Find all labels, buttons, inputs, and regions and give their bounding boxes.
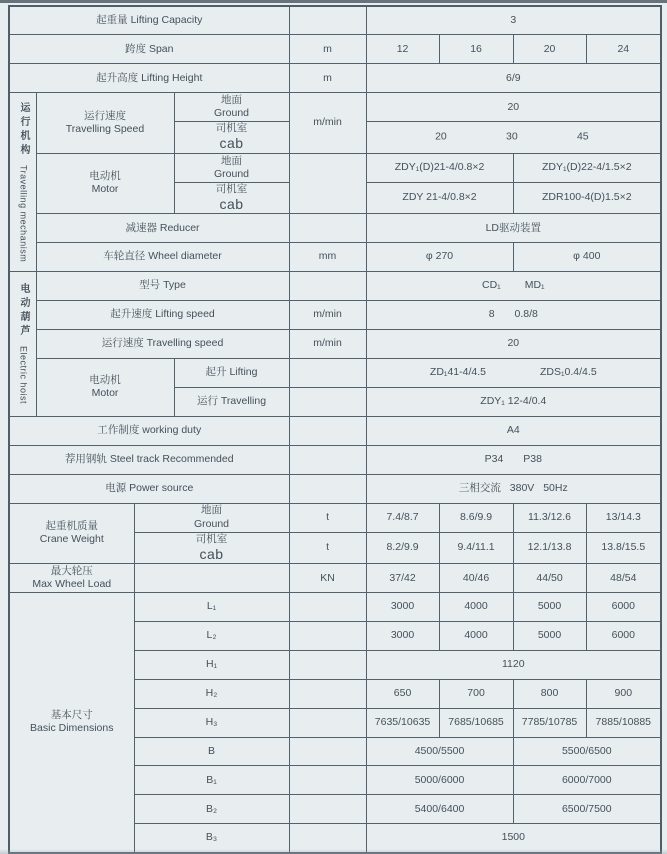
group-electric-hoist-zh: 电动葫芦 — [18, 283, 29, 340]
hoist-motor-travelling-sublabel: 运行 Travelling — [174, 388, 289, 417]
travelling-motor-cab-value-2: ZDR100-4(D)1.5×2 — [513, 182, 661, 214]
dim-b2-sublabel: B₂ — [134, 795, 289, 824]
crane-weight-label-zh: 起重机质量 — [45, 520, 98, 533]
max-wheel-load-label-zh: 最大轮压 — [50, 564, 93, 577]
crane-weight-ground-value-2: 8.6/9.9 — [439, 503, 513, 532]
span-value-2: 16 — [439, 35, 513, 64]
row-working-duty — [9, 416, 661, 445]
lifting-capacity-unit — [289, 6, 366, 35]
travelling-motor-unit — [289, 153, 366, 214]
dim-l1-value-1: 3000 — [366, 593, 439, 622]
dim-b3-sublabel: B₃ — [134, 824, 289, 853]
lifting-capacity-value: 3 — [366, 6, 661, 35]
steel-track-unit — [289, 445, 366, 474]
basic-dimensions-label-zh: 基本尺寸 — [50, 709, 93, 722]
max-wheel-load-value-2: 40/46 — [439, 564, 513, 593]
hoist-motor-lifting-sublabel: 起升 Lifting — [174, 358, 289, 387]
row-dim-l1 — [9, 593, 661, 622]
crane-specification-table — [8, 5, 662, 854]
row-lifting-capacity — [9, 6, 661, 35]
row-wheel-diameter — [9, 243, 661, 272]
travelling-speed-ground-value: 20 — [366, 93, 661, 122]
dim-b1-sublabel: B₁ — [134, 766, 289, 795]
crane-weight-label-en: Crane Weight — [39, 533, 104, 546]
wheel-diameter-unit: mm — [289, 243, 366, 272]
hoist-lifting-speed-label: 起升速度 Lifting speed — [36, 300, 289, 329]
crane-weight-cab-unit: t — [289, 532, 366, 564]
max-wheel-load-label-en: Max Wheel Load — [32, 578, 112, 591]
reducer-label: 减速器 Reducer — [36, 214, 289, 243]
travelling-speed-cab-sublabel — [174, 122, 289, 154]
dim-b-sublabel: B — [134, 737, 289, 766]
crane-weight-ground-sublabel — [134, 503, 289, 532]
wheel-diameter-value-2: φ 400 — [513, 243, 661, 272]
dim-h3-value-3: 7785/10785 — [513, 708, 586, 737]
hoist-motor-lifting-value-2: ZDS₁0.4/4.5 — [540, 366, 597, 379]
hoist-travelling-speed-label: 运行速度 Travelling speed — [36, 329, 289, 358]
cab-zh: 司机室 — [195, 532, 228, 545]
group-electric-hoist — [9, 271, 36, 416]
group-electric-hoist-en: Electric hoist — [18, 346, 29, 405]
steel-track-value-1: P34 — [484, 453, 504, 466]
travelling-speed-ground-sublabel — [174, 93, 289, 122]
basic-dimensions-label-en: Basic Dimensions — [30, 722, 114, 735]
hoist-lifting-speed-value-2: 0.8/8 — [514, 308, 538, 321]
dim-l2-value-4: 6000 — [586, 621, 661, 650]
dim-b-value-1: 4500/5500 — [366, 737, 513, 766]
dim-h2-unit — [289, 679, 366, 708]
dim-b-value-2: 5500/6500 — [513, 737, 661, 766]
hoist-motor-travelling-unit — [289, 388, 366, 417]
hoist-lifting-speed-value — [366, 300, 661, 329]
dim-l2-sublabel: L₂ — [134, 621, 289, 650]
crane-weight-cab-value-4: 13.8/15.5 — [586, 532, 661, 564]
dim-h2-value-2: 700 — [439, 679, 513, 708]
steel-track-label: 荐用钢轨 Steel track Recommended — [9, 445, 289, 474]
hoist-travelling-speed-value: 20 — [366, 329, 661, 358]
max-wheel-load-value-3: 44/50 — [513, 564, 586, 593]
travelling-motor-label — [36, 153, 174, 214]
crane-weight-label — [9, 503, 134, 564]
dim-h1-sublabel: H₁ — [134, 650, 289, 679]
hoist-motor-lifting-unit — [289, 358, 366, 387]
lifting-capacity-label: 起重量 Lifting Capacity — [9, 6, 289, 35]
ground-zh: 地面 — [221, 93, 243, 106]
max-wheel-load-value-1: 37/42 — [366, 564, 439, 593]
crane-weight-cab-value-1: 8.2/9.9 — [366, 532, 439, 564]
working-duty-unit — [289, 416, 366, 445]
row-crane-weight-ground — [9, 503, 661, 532]
ground-zh: 地面 — [201, 504, 223, 517]
group-travelling-mechanism-zh: 运行机构 — [18, 101, 29, 158]
crane-weight-cab-value-3: 12.1/13.8 — [513, 532, 586, 564]
cab-en: cab — [199, 545, 224, 562]
dim-b1-unit — [289, 766, 366, 795]
lifting-height-unit: m — [289, 64, 366, 93]
hoist-travelling-speed-unit: m/min — [289, 329, 366, 358]
travelling-motor-ground-value-2: ZDY₁(D)22-4/1.5×2 — [513, 153, 661, 182]
max-wheel-load-unit: KN — [289, 564, 366, 593]
span-value-4: 24 — [586, 35, 661, 64]
group-travelling-mechanism-en: Travelling mechanism — [18, 164, 29, 263]
dim-l2-unit — [289, 621, 366, 650]
row-travelling-motor-ground — [9, 153, 661, 182]
reducer-unit — [289, 214, 366, 243]
max-wheel-load-label — [9, 564, 134, 593]
scan-edge-top — [0, 0, 667, 3]
travelling-motor-label-zh: 电动机 — [89, 170, 121, 183]
group-travelling-mechanism — [9, 93, 36, 272]
crane-weight-ground-value-1: 7.4/8.7 — [366, 503, 439, 532]
span-unit: m — [289, 35, 366, 64]
power-source-value: 三相交流 380V 50Hz — [366, 474, 661, 503]
dim-b2-value-1: 5400/6400 — [366, 795, 513, 824]
dim-h2-value-4: 900 — [586, 679, 661, 708]
steel-track-value-2: P38 — [523, 453, 542, 466]
crane-weight-ground-unit: t — [289, 503, 366, 532]
travelling-speed-unit: m/min — [289, 93, 366, 154]
row-power-source — [9, 474, 661, 503]
travelling-speed-cab-values — [366, 122, 661, 154]
dim-h3-value-4: 7885/10885 — [586, 708, 661, 737]
dim-l2-value-1: 3000 — [366, 621, 439, 650]
travelling-speed-label — [36, 93, 174, 154]
lifting-height-value: 6/9 — [366, 64, 661, 93]
ground-zh: 地面 — [221, 154, 243, 167]
cab-speed-value-3: 45 — [576, 130, 589, 143]
ground-en: Ground — [214, 167, 250, 180]
dim-h2-value-1: 650 — [366, 679, 439, 708]
dim-b3-value: 1500 — [366, 824, 661, 853]
basic-dimensions-label — [9, 593, 134, 853]
hoist-lifting-speed-value-1: 8 — [488, 308, 495, 321]
row-lifting-height — [9, 64, 661, 93]
travelling-motor-cab-sublabel — [174, 182, 289, 214]
cab-speed-value-2: 30 — [506, 130, 518, 143]
row-hoist-motor-lifting — [9, 358, 661, 387]
dim-b2-unit — [289, 795, 366, 824]
reducer-value: LD驱动装置 — [366, 214, 661, 243]
hoist-type-value-1: CD₁ — [482, 279, 501, 292]
dim-h2-sublabel: H₂ — [134, 679, 289, 708]
cab-en: cab — [219, 135, 244, 152]
row-travelling-speed-ground — [9, 93, 661, 122]
row-hoist-lifting-speed — [9, 300, 661, 329]
dim-h3-value-1: 7635/10635 — [366, 708, 439, 737]
hoist-motor-label-zh: 电动机 — [89, 374, 121, 387]
hoist-type-unit — [289, 271, 366, 300]
dim-b1-value-1: 5000/6000 — [366, 766, 513, 795]
span-label: 跨度 Span — [9, 35, 289, 64]
steel-track-value — [366, 445, 661, 474]
lifting-height-label: 起升高度 Lifting Height — [9, 64, 289, 93]
working-duty-value: A4 — [366, 416, 661, 445]
dim-b1-value-2: 6000/7000 — [513, 766, 661, 795]
hoist-type-label: 型号 Type — [36, 271, 289, 300]
span-value-1: 12 — [366, 35, 439, 64]
travelling-speed-label-zh: 运行速度 — [84, 109, 126, 122]
crane-weight-ground-value-3: 11.3/12.6 — [513, 503, 586, 532]
scan-edge-bottom — [0, 849, 667, 854]
hoist-type-value-2: MD₁ — [524, 279, 545, 292]
row-reducer — [9, 214, 661, 243]
dim-l1-unit — [289, 593, 366, 622]
dim-b-unit — [289, 737, 366, 766]
crane-weight-cab-sublabel — [134, 532, 289, 564]
dim-l1-value-3: 5000 — [513, 593, 586, 622]
travelling-motor-label-en: Motor — [91, 183, 119, 196]
dim-h2-value-3: 800 — [513, 679, 586, 708]
hoist-motor-travelling-value: ZDY₁ 12-4/0.4 — [366, 388, 661, 417]
cab-zh: 司机室 — [215, 122, 248, 135]
cab-en: cab — [219, 195, 244, 212]
row-span — [9, 35, 661, 64]
wheel-diameter-label: 车轮直径 Wheel diameter — [36, 243, 289, 272]
ground-en: Ground — [194, 517, 230, 530]
working-duty-label: 工作制度 working duty — [9, 416, 289, 445]
power-source-unit — [289, 474, 366, 503]
row-steel-track — [9, 445, 661, 474]
hoist-motor-label — [36, 358, 174, 416]
dim-h1-unit — [289, 650, 366, 679]
span-value-3: 20 — [513, 35, 586, 64]
dim-l1-sublabel: L₁ — [134, 593, 289, 622]
hoist-type-value — [366, 271, 661, 300]
crane-weight-cab-value-2: 9.4/11.1 — [439, 532, 513, 564]
hoist-motor-lifting-value-1: ZD₁41-4/4.5 — [429, 366, 486, 379]
ground-en: Ground — [214, 107, 250, 120]
row-max-wheel-load — [9, 564, 661, 593]
dim-l2-value-2: 4000 — [439, 621, 513, 650]
travelling-speed-label-en: Travelling Speed — [65, 122, 145, 135]
hoist-lifting-speed-unit: m/min — [289, 300, 366, 329]
dim-l2-value-3: 5000 — [513, 621, 586, 650]
row-hoist-type — [9, 271, 661, 300]
dim-h3-value-2: 7685/10685 — [439, 708, 513, 737]
dim-h3-sublabel: H₃ — [134, 708, 289, 737]
travelling-motor-cab-value-1: ZDY 21-4/0.8×2 — [366, 182, 513, 214]
travelling-motor-ground-value-1: ZDY₁(D)21-4/0.8×2 — [366, 153, 513, 182]
cab-zh: 司机室 — [215, 182, 248, 195]
travelling-motor-ground-sublabel — [174, 153, 289, 182]
dim-b2-value-2: 6500/7500 — [513, 795, 661, 824]
hoist-motor-lifting-value — [366, 358, 661, 387]
crane-weight-ground-value-4: 13/14.3 — [586, 503, 661, 532]
dim-h3-unit — [289, 708, 366, 737]
dim-l1-value-2: 4000 — [439, 593, 513, 622]
max-wheel-load-value-4: 48/54 — [586, 564, 661, 593]
wheel-diameter-value-1: φ 270 — [366, 243, 513, 272]
power-source-label: 电源 Power source — [9, 474, 289, 503]
dim-h1-value: 1120 — [366, 650, 661, 679]
dim-l1-value-4: 6000 — [586, 593, 661, 622]
row-hoist-travelling-speed — [9, 329, 661, 358]
cab-speed-value-1: 20 — [435, 130, 447, 143]
hoist-motor-label-en: Motor — [91, 387, 119, 400]
max-wheel-load-sublabel — [134, 564, 289, 593]
